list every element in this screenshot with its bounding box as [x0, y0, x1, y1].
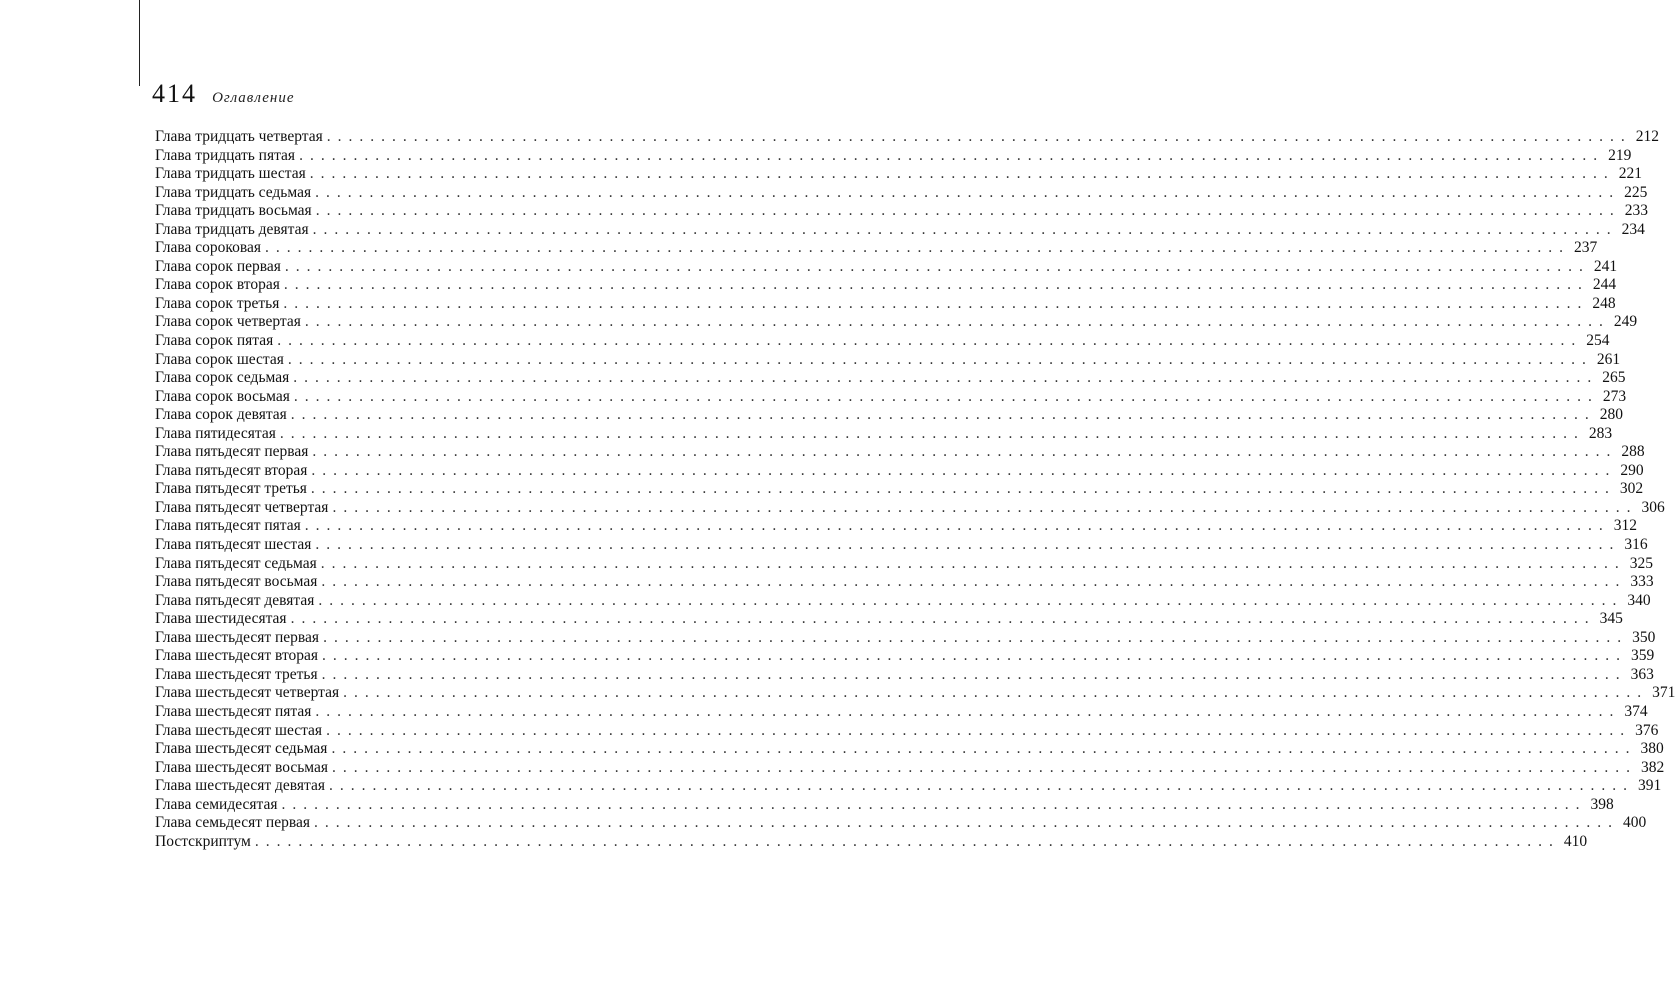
toc-entry [155, 498, 1665, 518]
toc-entry-title: Глава сорок первая [155, 257, 281, 275]
toc-entry [155, 202, 1648, 221]
toc-entry-page: 333 [1630, 573, 1654, 591]
toc-entry [155, 332, 1610, 351]
toc-entry-page: 312 [1613, 517, 1638, 535]
toc-entry-page: 241 [1593, 257, 1618, 275]
toc-entry-page: 221 [1618, 165, 1642, 183]
toc-entry [155, 183, 1648, 203]
toc-dot-leader: ........................................................................................................................ [310, 480, 1616, 498]
toc-entry-title: Глава шестьдесят вторая [155, 647, 319, 665]
toc-entry [155, 350, 1621, 370]
toc-entry [155, 665, 1654, 685]
toc-dot-leader: ........................................................................................................................ [299, 146, 1605, 164]
toc-entry [155, 832, 1588, 852]
toc-dot-leader: ........................................................................................................................ [315, 702, 1621, 720]
toc-dot-leader: ........................................................................................................................ [309, 165, 1615, 183]
toc-entry-title: Глава сорок девятая [155, 406, 287, 424]
toc-entry-page: 233 [1624, 202, 1648, 220]
toc-entry [155, 684, 1675, 703]
toc-dot-leader: ........................................................................................................................ [313, 814, 1619, 832]
toc-entry-page: 410 [1563, 832, 1588, 850]
toc-dot-leader: ........................................................................................................................ [290, 610, 1596, 628]
toc-entry-title: Глава шестьдесят восьмая [155, 758, 329, 776]
toc-entry-title: Глава шестьдесят девятая [155, 777, 325, 795]
toc-entry [155, 554, 1654, 574]
toc-dot-leader: ........................................................................................................................ [290, 406, 1596, 424]
toc-entry-page: 225 [1624, 183, 1648, 201]
toc-entry-title: Глава семьдесят первая [155, 814, 310, 832]
toc-entry-title: Глава пятьдесят пятая [155, 517, 301, 535]
toc-entry [155, 424, 1613, 444]
toc-entry-title: Глава шестьдесят третья [155, 665, 318, 683]
toc-dot-leader: ........................................................................................................................ [279, 424, 1585, 442]
toc-entry-title: Глава сорок вторая [155, 276, 280, 294]
toc-entry-title: Глава тридцать восьмая [155, 202, 312, 220]
toc-entry [155, 702, 1648, 722]
toc-entry-page: 283 [1588, 424, 1613, 442]
toc-entry-title: Глава сорок восьмая [155, 387, 290, 405]
toc-entry-title: Глава тридцать пятая [155, 146, 296, 164]
toc-dot-leader: ........................................................................................................................ [343, 684, 1649, 702]
toc-dot-leader: ........................................................................................................................ [320, 554, 1626, 572]
toc-entry [155, 128, 1659, 147]
toc-entry [155, 257, 1618, 277]
toc-dot-leader: ........................................................................................................................ [277, 332, 1583, 350]
toc-entry-page: 316 [1624, 536, 1648, 554]
toc-entry [155, 591, 1651, 611]
toc-entry [155, 814, 1647, 833]
toc-entry-title: Глава тридцать шестая [155, 165, 306, 183]
toc-entry-page: 261 [1596, 350, 1621, 368]
toc-entry [155, 313, 1638, 332]
toc-entry [155, 239, 1598, 258]
toc-dot-leader: ........................................................................................................................ [287, 350, 1593, 368]
toc-entry-page: 374 [1624, 702, 1648, 720]
toc-entry-page: 273 [1602, 387, 1627, 405]
toc-entry-page: 340 [1627, 591, 1651, 609]
toc-entry-page: 212 [1635, 128, 1659, 145]
running-title: Оглавление [212, 90, 295, 106]
toc-entry-title: Глава сорок седьмая [155, 369, 290, 387]
toc-entry [155, 536, 1648, 555]
toc-dot-leader: ........................................................................................................................ [254, 832, 1560, 850]
toc-entry-page: 345 [1599, 610, 1623, 628]
page-header [152, 79, 295, 109]
toc-entry-title: Глава пятьдесят вторая [155, 461, 308, 479]
toc-entry [155, 721, 1659, 741]
toc-entry-title: Глава шестьдесят седьмая [155, 740, 328, 758]
toc-entry-title: Глава шестьдесят пятая [155, 702, 312, 720]
toc-entry-title: Глава сорок пятая [155, 332, 274, 350]
toc-dot-leader: ........................................................................................................................ [293, 387, 1599, 405]
toc-dot-leader: ........................................................................................................................ [283, 276, 1589, 294]
toc-entry [155, 573, 1654, 592]
toc-entry-page: 363 [1630, 665, 1654, 683]
toc-dot-leader: ........................................................................................................................ [332, 758, 1638, 776]
toc-entry-title: Глава пятьдесят восьмая [155, 573, 318, 591]
toc-entry [155, 610, 1623, 629]
toc-entry-title: Глава пятьдесят первая [155, 443, 309, 461]
toc-dot-leader: ........................................................................................................................ [284, 257, 1590, 275]
toc-entry [155, 777, 1662, 796]
toc-entry-title: Глава пятьдесят девятая [155, 591, 315, 609]
toc-dot-leader: ........................................................................................................................ [312, 220, 1618, 238]
table-of-contents [155, 128, 1675, 851]
toc-dot-leader: ........................................................................................................................ [265, 239, 1571, 257]
toc-entry-page: 234 [1621, 220, 1645, 238]
toc-entry-page: 376 [1635, 721, 1659, 739]
toc-entry-page: 306 [1641, 498, 1665, 516]
toc-entry-title: Глава шестьдесят шестая [155, 721, 323, 739]
toc-entry [155, 517, 1638, 536]
toc-dot-leader: ........................................................................................................................ [283, 294, 1589, 312]
toc-entry-title: Постскриптум [155, 832, 251, 850]
toc-dot-leader: ........................................................................................................................ [315, 183, 1621, 201]
toc-entry-page: 290 [1620, 461, 1644, 479]
toc-entry-title: Глава шестидесятая [155, 610, 287, 628]
toc-dot-leader: ........................................................................................................................ [311, 461, 1617, 479]
toc-entry [155, 146, 1632, 166]
toc-entry-page: 359 [1631, 647, 1655, 665]
toc-entry [155, 647, 1655, 666]
toc-entry [155, 795, 1614, 815]
toc-entry-title: Глава сорок третья [155, 294, 280, 312]
toc-entry-title: Глава пятьдесят третья [155, 480, 307, 498]
toc-entry-title: Глава сороковая [155, 239, 262, 257]
toc-entry-page: 350 [1632, 628, 1656, 646]
toc-entry-page: 398 [1590, 795, 1614, 813]
toc-entry-title: Глава пятидесятая [155, 424, 276, 442]
toc-entry [155, 294, 1616, 314]
toc-entry [155, 628, 1656, 648]
margin-rule [139, 0, 140, 86]
toc-dot-leader: ........................................................................................................................ [329, 777, 1634, 795]
toc-dot-leader: ........................................................................................................................ [312, 443, 1618, 461]
toc-entry-page: 288 [1621, 443, 1645, 461]
toc-dot-leader: ........................................................................................................................ [304, 313, 1610, 331]
toc-entry-page: 325 [1629, 554, 1654, 572]
toc-entry-page: 302 [1619, 480, 1644, 498]
toc-entry-page: 248 [1592, 294, 1616, 312]
toc-entry-page: 280 [1599, 406, 1624, 424]
toc-entry [155, 443, 1645, 462]
toc-entry-title: Глава тридцать четвертая [155, 128, 323, 145]
toc-entry-page: 254 [1586, 332, 1610, 350]
toc-dot-leader: ........................................................................................................................ [332, 498, 1638, 516]
toc-dot-leader: ........................................................................................................................ [293, 369, 1599, 387]
toc-dot-leader: ........................................................................................................................ [318, 591, 1624, 609]
toc-entry [155, 406, 1624, 425]
toc-entry-page: 380 [1640, 740, 1664, 758]
toc-entry [155, 387, 1627, 407]
toc-dot-leader: ........................................................................................................................ [323, 628, 1629, 646]
toc-entry-title: Глава пятьдесят седьмая [155, 554, 317, 572]
toc-entry-page: 219 [1608, 146, 1632, 164]
toc-entry-title: Глава семидесятая [155, 795, 278, 813]
toc-entry [155, 740, 1664, 759]
toc-entry-title: Глава шестьдесят четвертая [155, 684, 340, 702]
toc-dot-leader: ........................................................................................................................ [281, 795, 1587, 813]
toc-dot-leader: ........................................................................................................................ [331, 740, 1637, 758]
toc-entry-page: 400 [1622, 814, 1647, 832]
toc-entry-title: Глава пятьдесят четвертая [155, 498, 329, 516]
toc-dot-leader: ........................................................................................................................ [321, 665, 1627, 683]
toc-dot-leader: ........................................................................................................................ [326, 721, 1632, 739]
toc-dot-leader: ........................................................................................................................ [315, 536, 1621, 554]
toc-entry-page: 391 [1638, 777, 1662, 795]
toc-entry-title: Глава сорок четвертая [155, 313, 301, 331]
toc-entry-title: Глава тридцать седьмая [155, 183, 312, 201]
toc-entry-page: 237 [1574, 239, 1598, 257]
toc-entry-page: 382 [1641, 758, 1665, 776]
toc-entry [155, 276, 1617, 295]
toc-entry [155, 480, 1644, 499]
toc-entry [155, 369, 1626, 388]
toc-entry-title: Глава сорок шестая [155, 350, 284, 368]
toc-entry-title: Глава шестьдесят первая [155, 628, 320, 646]
toc-entry-title: Глава пятьдесят шестая [155, 536, 312, 554]
toc-dot-leader: ........................................................................................................................ [315, 202, 1621, 220]
toc-entry [155, 461, 1644, 481]
toc-entry-page: 249 [1613, 313, 1638, 331]
toc-entry-page: 371 [1652, 684, 1675, 702]
toc-dot-leader: ........................................................................................................................ [326, 128, 1632, 145]
toc-entry [155, 220, 1645, 240]
toc-entry-page: 244 [1592, 276, 1617, 294]
toc-entry [155, 758, 1665, 778]
page-number: 414 [152, 79, 197, 108]
toc-entry-page: 265 [1602, 369, 1626, 387]
toc-entry [155, 165, 1642, 184]
toc-dot-leader: ........................................................................................................................ [304, 517, 1610, 535]
toc-dot-leader: ........................................................................................................................ [321, 573, 1627, 591]
toc-dot-leader: ........................................................................................................................ [322, 647, 1628, 665]
toc-entry-title: Глава тридцать девятая [155, 220, 309, 238]
